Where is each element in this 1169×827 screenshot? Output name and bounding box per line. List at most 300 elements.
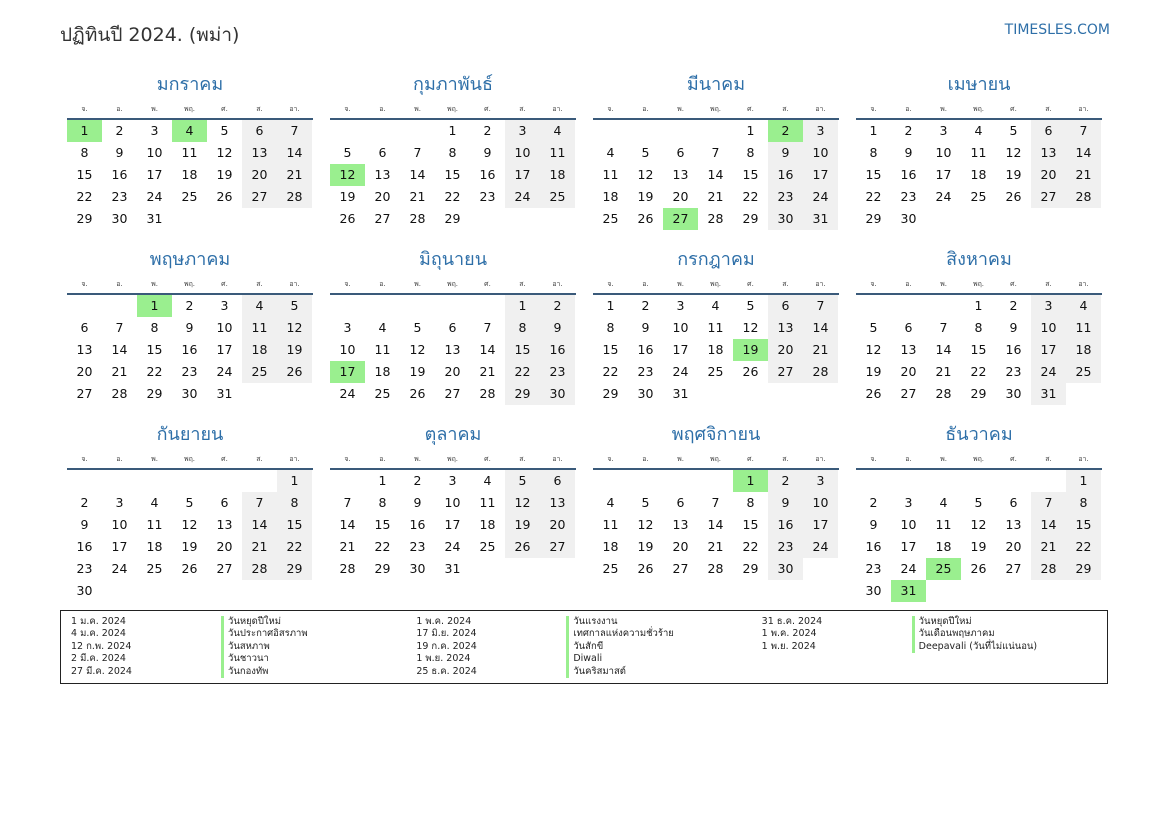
weekday-label: จ. bbox=[607, 455, 614, 463]
holiday-date: 4 ม.ค. 2024 bbox=[71, 628, 126, 640]
day-cell: 9 bbox=[413, 495, 422, 510]
weekday-label: พฤ. bbox=[709, 105, 722, 113]
day-cell: 8 bbox=[606, 320, 615, 335]
day-cell: 30 bbox=[181, 386, 198, 401]
day-cell: 25 bbox=[707, 364, 724, 379]
day-cell: 14 bbox=[1066, 142, 1101, 164]
day-cell: 22 bbox=[1066, 536, 1101, 558]
day-cell: 29 bbox=[1066, 558, 1101, 580]
day-cell: 14 bbox=[339, 517, 356, 532]
day-cell: 16 bbox=[768, 164, 803, 186]
empty-cell bbox=[628, 120, 663, 142]
day-cell: 15 bbox=[505, 339, 540, 361]
day-cell: 3 bbox=[115, 495, 124, 510]
day-cell: 21 bbox=[339, 539, 356, 554]
day-cell: 13 bbox=[1031, 142, 1066, 164]
weekday-label: พ. bbox=[151, 455, 158, 463]
weekday-label: พฤ. bbox=[972, 280, 985, 288]
holiday-date: 12 ก.พ. 2024 bbox=[71, 640, 132, 652]
weekday-label: ศ. bbox=[747, 280, 754, 288]
month-calendar bbox=[593, 70, 839, 245]
weekday-label: อา. bbox=[289, 280, 300, 288]
day-cell: 18 bbox=[181, 167, 198, 182]
holiday-day-cell: 19 bbox=[733, 339, 768, 361]
day-cell: 12 bbox=[277, 317, 312, 339]
day-cell: 25 bbox=[479, 539, 496, 554]
day-cell: 1 bbox=[448, 123, 457, 138]
day-cell: 30 bbox=[1005, 386, 1022, 401]
day-cell: 18 bbox=[479, 517, 496, 532]
weekday-label: ส. bbox=[782, 280, 789, 288]
weekday-label: อ. bbox=[116, 280, 123, 288]
weekday-label: จ. bbox=[344, 280, 351, 288]
day-cell: 16 bbox=[479, 167, 496, 182]
weekday-label: ศ. bbox=[484, 455, 491, 463]
day-cell: 14 bbox=[1031, 514, 1066, 536]
day-cell: 16 bbox=[768, 514, 803, 536]
day-cell: 2 bbox=[483, 123, 492, 138]
month-calendar bbox=[856, 70, 1102, 245]
weekday-label: ส. bbox=[1045, 105, 1052, 113]
day-cell: 22 bbox=[277, 536, 312, 558]
day-cell: 3 bbox=[939, 123, 948, 138]
day-cell: 7 bbox=[1066, 120, 1101, 142]
day-cell: 14 bbox=[277, 142, 312, 164]
day-cell: 23 bbox=[409, 539, 426, 554]
day-cell: 22 bbox=[742, 539, 759, 554]
day-cell: 26 bbox=[409, 386, 426, 401]
day-cell: 12 bbox=[637, 517, 654, 532]
weekday-label: ศ. bbox=[484, 105, 491, 113]
month-calendar bbox=[330, 70, 576, 245]
day-cell: 23 bbox=[768, 536, 803, 558]
holiday-column bbox=[762, 616, 1107, 683]
day-cell: 9 bbox=[540, 317, 575, 339]
day-cell: 8 bbox=[746, 145, 755, 160]
day-cell: 7 bbox=[242, 492, 277, 514]
holiday-day-cell: 17 bbox=[330, 361, 365, 383]
day-cell: 26 bbox=[637, 561, 654, 576]
day-grid bbox=[593, 120, 839, 230]
day-cell: 24 bbox=[146, 189, 163, 204]
day-cell: 24 bbox=[1031, 361, 1066, 383]
weekday-label: อ. bbox=[905, 105, 912, 113]
weekday-label: ศ. bbox=[484, 280, 491, 288]
day-cell: 30 bbox=[900, 211, 917, 226]
day-cell: 30 bbox=[76, 583, 93, 598]
weekday-label: ส. bbox=[256, 280, 263, 288]
day-cell: 16 bbox=[540, 339, 575, 361]
empty-cell bbox=[961, 470, 996, 492]
day-cell: 8 bbox=[80, 145, 89, 160]
day-cell: 6 bbox=[540, 470, 575, 492]
day-cell: 10 bbox=[803, 142, 838, 164]
day-cell: 16 bbox=[111, 167, 128, 182]
day-cell: 10 bbox=[216, 320, 233, 335]
month-name: กันยายน bbox=[156, 424, 224, 445]
day-cell: 19 bbox=[865, 364, 882, 379]
day-cell: 10 bbox=[505, 142, 540, 164]
holiday-column bbox=[71, 616, 416, 683]
empty-cell bbox=[996, 470, 1031, 492]
day-cell: 30 bbox=[768, 208, 803, 230]
weekday-header bbox=[330, 100, 576, 120]
empty-cell bbox=[172, 470, 207, 492]
weekday-label: ส. bbox=[519, 280, 526, 288]
holiday-day-cell: 2 bbox=[768, 120, 803, 142]
day-cell: 6 bbox=[378, 145, 387, 160]
day-cell: 17 bbox=[505, 164, 540, 186]
day-cell: 9 bbox=[768, 142, 803, 164]
weekday-label: จ. bbox=[607, 280, 614, 288]
weekday-label: จ. bbox=[81, 455, 88, 463]
weekday-label: พฤ. bbox=[446, 105, 459, 113]
weekday-label: อา. bbox=[1078, 280, 1089, 288]
weekday-header bbox=[67, 450, 313, 470]
weekday-label: จ. bbox=[81, 105, 88, 113]
day-cell: 9 bbox=[768, 492, 803, 514]
day-cell: 2 bbox=[185, 298, 194, 313]
day-cell: 20 bbox=[1005, 539, 1022, 554]
day-cell: 29 bbox=[602, 386, 619, 401]
month-calendar bbox=[856, 245, 1102, 420]
empty-cell bbox=[856, 295, 891, 317]
empty-cell bbox=[330, 470, 365, 492]
day-cell: 2 bbox=[641, 298, 650, 313]
holiday-date: 27 มี.ค. 2024 bbox=[71, 665, 132, 677]
day-cell: 18 bbox=[707, 342, 724, 357]
day-cell: 7 bbox=[803, 295, 838, 317]
day-cell: 18 bbox=[970, 167, 987, 182]
weekday-label: อ. bbox=[642, 105, 649, 113]
day-cell: 21 bbox=[707, 189, 724, 204]
day-cell: 14 bbox=[803, 317, 838, 339]
day-cell: 13 bbox=[216, 517, 233, 532]
day-cell: 16 bbox=[637, 342, 654, 357]
day-cell: 14 bbox=[111, 342, 128, 357]
weekday-label: จ. bbox=[607, 105, 614, 113]
weekday-label: พ. bbox=[940, 455, 947, 463]
day-cell: 3 bbox=[904, 495, 913, 510]
site-link[interactable]: TIMESLES.COM bbox=[1004, 22, 1110, 38]
day-cell: 15 bbox=[865, 167, 882, 182]
day-cell: 13 bbox=[540, 492, 575, 514]
day-cell: 11 bbox=[602, 517, 619, 532]
day-cell: 27 bbox=[900, 386, 917, 401]
day-cell: 15 bbox=[146, 342, 163, 357]
page-title: ปฏิทินปี 2024. (พม่า) bbox=[60, 24, 240, 46]
day-cell: 1 bbox=[746, 123, 755, 138]
day-cell: 3 bbox=[803, 470, 838, 492]
day-cell: 7 bbox=[413, 145, 422, 160]
empty-cell bbox=[137, 470, 172, 492]
day-cell: 20 bbox=[374, 189, 391, 204]
day-cell: 28 bbox=[707, 211, 724, 226]
holiday-day-cell: 1 bbox=[67, 120, 102, 142]
day-cell: 7 bbox=[483, 320, 492, 335]
day-cell: 10 bbox=[672, 320, 689, 335]
weekday-label: อา. bbox=[552, 280, 563, 288]
weekday-label: ส. bbox=[256, 455, 263, 463]
day-cell: 1 bbox=[378, 473, 387, 488]
day-cell: 26 bbox=[742, 364, 759, 379]
holiday-name: วันชาวนา bbox=[221, 653, 416, 665]
day-cell: 22 bbox=[146, 364, 163, 379]
day-cell: 16 bbox=[181, 342, 198, 357]
day-cell: 4 bbox=[483, 473, 492, 488]
day-cell: 18 bbox=[540, 164, 575, 186]
empty-cell bbox=[593, 470, 628, 492]
day-cell: 18 bbox=[602, 539, 619, 554]
day-cell: 25 bbox=[181, 189, 198, 204]
day-cell: 11 bbox=[181, 145, 198, 160]
day-cell: 27 bbox=[242, 186, 277, 208]
month-calendar bbox=[67, 420, 313, 598]
weekday-label: ส. bbox=[782, 105, 789, 113]
day-cell: 15 bbox=[602, 342, 619, 357]
day-cell: 28 bbox=[277, 186, 312, 208]
day-cell: 1 bbox=[606, 298, 615, 313]
day-cell: 23 bbox=[637, 364, 654, 379]
weekday-label: พ. bbox=[940, 105, 947, 113]
holiday-name: วันประกาศอิสรภาพ bbox=[221, 628, 416, 640]
weekday-header bbox=[330, 450, 576, 470]
day-cell: 17 bbox=[111, 539, 128, 554]
day-cell: 15 bbox=[742, 167, 759, 182]
holiday-date: 2 มี.ค. 2024 bbox=[71, 653, 126, 665]
day-cell: 19 bbox=[970, 539, 987, 554]
day-cell: 25 bbox=[146, 561, 163, 576]
day-cell: 24 bbox=[900, 561, 917, 576]
day-cell: 26 bbox=[181, 561, 198, 576]
weekday-label: อา. bbox=[815, 455, 826, 463]
day-cell: 23 bbox=[76, 561, 93, 576]
empty-cell bbox=[67, 295, 102, 317]
day-cell: 20 bbox=[216, 539, 233, 554]
day-cell: 19 bbox=[1005, 167, 1022, 182]
day-cell: 24 bbox=[339, 386, 356, 401]
day-cell: 26 bbox=[865, 386, 882, 401]
weekday-label: ศ. bbox=[1010, 455, 1017, 463]
day-cell: 3 bbox=[448, 473, 457, 488]
day-cell: 22 bbox=[76, 189, 93, 204]
day-cell: 2 bbox=[904, 123, 913, 138]
day-cell: 12 bbox=[865, 342, 882, 357]
weekday-label: อ. bbox=[642, 455, 649, 463]
weekday-header bbox=[67, 275, 313, 295]
weekday-label: อา. bbox=[552, 455, 563, 463]
day-cell: 8 bbox=[869, 145, 878, 160]
day-grid bbox=[67, 120, 313, 230]
day-cell: 12 bbox=[637, 167, 654, 182]
day-cell: 1 bbox=[505, 295, 540, 317]
weekday-header bbox=[593, 100, 839, 120]
day-cell: 27 bbox=[216, 561, 233, 576]
day-cell: 29 bbox=[76, 211, 93, 226]
day-cell: 4 bbox=[606, 145, 615, 160]
day-cell: 7 bbox=[343, 495, 352, 510]
day-cell: 29 bbox=[146, 386, 163, 401]
weekday-label: พฤ. bbox=[183, 455, 196, 463]
day-cell: 11 bbox=[479, 495, 496, 510]
weekday-label: จ. bbox=[81, 280, 88, 288]
weekday-label: จ. bbox=[870, 105, 877, 113]
holiday-name: วันกองทัพ bbox=[221, 666, 416, 678]
day-cell: 23 bbox=[1005, 364, 1022, 379]
day-cell: 28 bbox=[242, 558, 277, 580]
day-cell: 8 bbox=[505, 317, 540, 339]
day-cell: 19 bbox=[637, 189, 654, 204]
day-cell: 28 bbox=[339, 561, 356, 576]
day-cell: 22 bbox=[602, 364, 619, 379]
day-cell: 30 bbox=[865, 583, 882, 598]
weekday-label: อา. bbox=[1078, 455, 1089, 463]
weekday-label: จ. bbox=[344, 105, 351, 113]
day-cell: 19 bbox=[409, 364, 426, 379]
day-cell: 29 bbox=[444, 211, 461, 226]
weekday-header bbox=[330, 275, 576, 295]
holiday-name: วันเดือนพฤษภาคม bbox=[912, 628, 1107, 640]
day-cell: 28 bbox=[479, 386, 496, 401]
empty-cell bbox=[242, 470, 277, 492]
day-cell: 4 bbox=[974, 123, 983, 138]
day-cell: 12 bbox=[409, 342, 426, 357]
weekday-label: อ. bbox=[116, 455, 123, 463]
weekday-label: อ. bbox=[642, 280, 649, 288]
day-cell: 29 bbox=[970, 386, 987, 401]
day-cell: 11 bbox=[146, 517, 163, 532]
day-cell: 27 bbox=[768, 361, 803, 383]
month-name: พฤษภาคม bbox=[149, 249, 231, 270]
weekday-label: ศ. bbox=[221, 105, 228, 113]
day-cell: 20 bbox=[672, 539, 689, 554]
day-cell: 8 bbox=[378, 495, 387, 510]
day-cell: 17 bbox=[803, 164, 838, 186]
day-cell: 18 bbox=[935, 539, 952, 554]
weekday-label: ส. bbox=[519, 105, 526, 113]
day-cell: 9 bbox=[483, 145, 492, 160]
day-grid bbox=[856, 470, 1102, 602]
day-cell: 21 bbox=[1031, 536, 1066, 558]
weekday-label: ส. bbox=[1045, 455, 1052, 463]
day-cell: 28 bbox=[1066, 186, 1101, 208]
day-cell: 10 bbox=[1031, 317, 1066, 339]
day-grid bbox=[67, 295, 313, 405]
weekday-label: พ. bbox=[677, 455, 684, 463]
day-cell: 21 bbox=[242, 536, 277, 558]
day-cell: 12 bbox=[1005, 145, 1022, 160]
day-cell: 17 bbox=[672, 342, 689, 357]
day-cell: 20 bbox=[444, 364, 461, 379]
day-cell: 7 bbox=[711, 495, 720, 510]
day-cell: 14 bbox=[935, 342, 952, 357]
day-cell: 9 bbox=[641, 320, 650, 335]
weekday-label: อ. bbox=[905, 280, 912, 288]
day-cell: 27 bbox=[672, 561, 689, 576]
day-cell: 27 bbox=[374, 211, 391, 226]
day-cell: 7 bbox=[711, 145, 720, 160]
day-cell: 29 bbox=[505, 383, 540, 405]
day-cell: 8 bbox=[277, 492, 312, 514]
day-cell: 2 bbox=[540, 295, 575, 317]
weekday-label: ส. bbox=[782, 455, 789, 463]
holiday-name: เทศกาลแห่งความชั่วร้าย bbox=[566, 628, 761, 640]
holiday-name: วันคริสมาสต์ bbox=[566, 666, 761, 678]
day-cell: 5 bbox=[641, 495, 650, 510]
day-cell: 11 bbox=[1066, 317, 1101, 339]
empty-cell bbox=[400, 295, 435, 317]
day-cell: 29 bbox=[742, 211, 759, 226]
day-cell: 10 bbox=[111, 517, 128, 532]
day-cell: 4 bbox=[242, 295, 277, 317]
day-cell: 26 bbox=[216, 189, 233, 204]
day-cell: 23 bbox=[479, 189, 496, 204]
empty-cell bbox=[891, 470, 926, 492]
weekday-label: อ. bbox=[379, 105, 386, 113]
day-cell: 9 bbox=[904, 145, 913, 160]
day-cell: 18 bbox=[1066, 339, 1101, 361]
day-cell: 6 bbox=[1009, 495, 1018, 510]
weekday-label: จ. bbox=[870, 455, 877, 463]
day-cell: 15 bbox=[1066, 514, 1101, 536]
day-cell: 9 bbox=[869, 517, 878, 532]
day-cell: 5 bbox=[869, 320, 878, 335]
day-cell: 13 bbox=[1005, 517, 1022, 532]
day-cell: 4 bbox=[606, 495, 615, 510]
day-cell: 12 bbox=[742, 320, 759, 335]
empty-cell bbox=[663, 120, 698, 142]
day-cell: 5 bbox=[641, 145, 650, 160]
day-cell: 25 bbox=[970, 189, 987, 204]
month-name: พฤศจิกายน bbox=[671, 424, 761, 445]
day-cell: 13 bbox=[242, 142, 277, 164]
holiday-day-cell: 1 bbox=[137, 295, 172, 317]
day-cell: 18 bbox=[146, 539, 163, 554]
day-cell: 26 bbox=[970, 561, 987, 576]
month-name: มีนาคม bbox=[686, 74, 746, 95]
holiday-name: Deepavali (วันที่ไม่แน่นอน) bbox=[912, 641, 1107, 653]
day-cell: 25 bbox=[540, 186, 575, 208]
day-cell: 6 bbox=[676, 495, 685, 510]
weekday-label: พฤ. bbox=[972, 105, 985, 113]
holiday-day-cell: 4 bbox=[172, 120, 207, 142]
day-cell: 24 bbox=[672, 364, 689, 379]
weekday-header bbox=[856, 450, 1102, 470]
day-cell: 5 bbox=[343, 145, 352, 160]
empty-cell bbox=[102, 295, 137, 317]
day-cell: 14 bbox=[242, 514, 277, 536]
empty-cell bbox=[102, 470, 137, 492]
day-cell: 15 bbox=[970, 342, 987, 357]
day-cell: 6 bbox=[904, 320, 913, 335]
month-name: ธันวาคม bbox=[945, 424, 1013, 445]
empty-cell bbox=[1031, 470, 1066, 492]
day-cell: 20 bbox=[768, 339, 803, 361]
day-cell: 5 bbox=[974, 495, 983, 510]
day-cell: 29 bbox=[865, 211, 882, 226]
weekday-label: พ. bbox=[414, 105, 421, 113]
day-cell: 5 bbox=[277, 295, 312, 317]
weekday-label: พ. bbox=[151, 280, 158, 288]
day-cell: 2 bbox=[413, 473, 422, 488]
weekday-label: ศ. bbox=[1010, 105, 1017, 113]
day-cell: 31 bbox=[672, 386, 689, 401]
day-cell: 22 bbox=[444, 189, 461, 204]
day-cell: 16 bbox=[865, 539, 882, 554]
day-cell: 17 bbox=[935, 167, 952, 182]
day-cell: 13 bbox=[444, 342, 461, 357]
weekday-label: พฤ. bbox=[709, 455, 722, 463]
